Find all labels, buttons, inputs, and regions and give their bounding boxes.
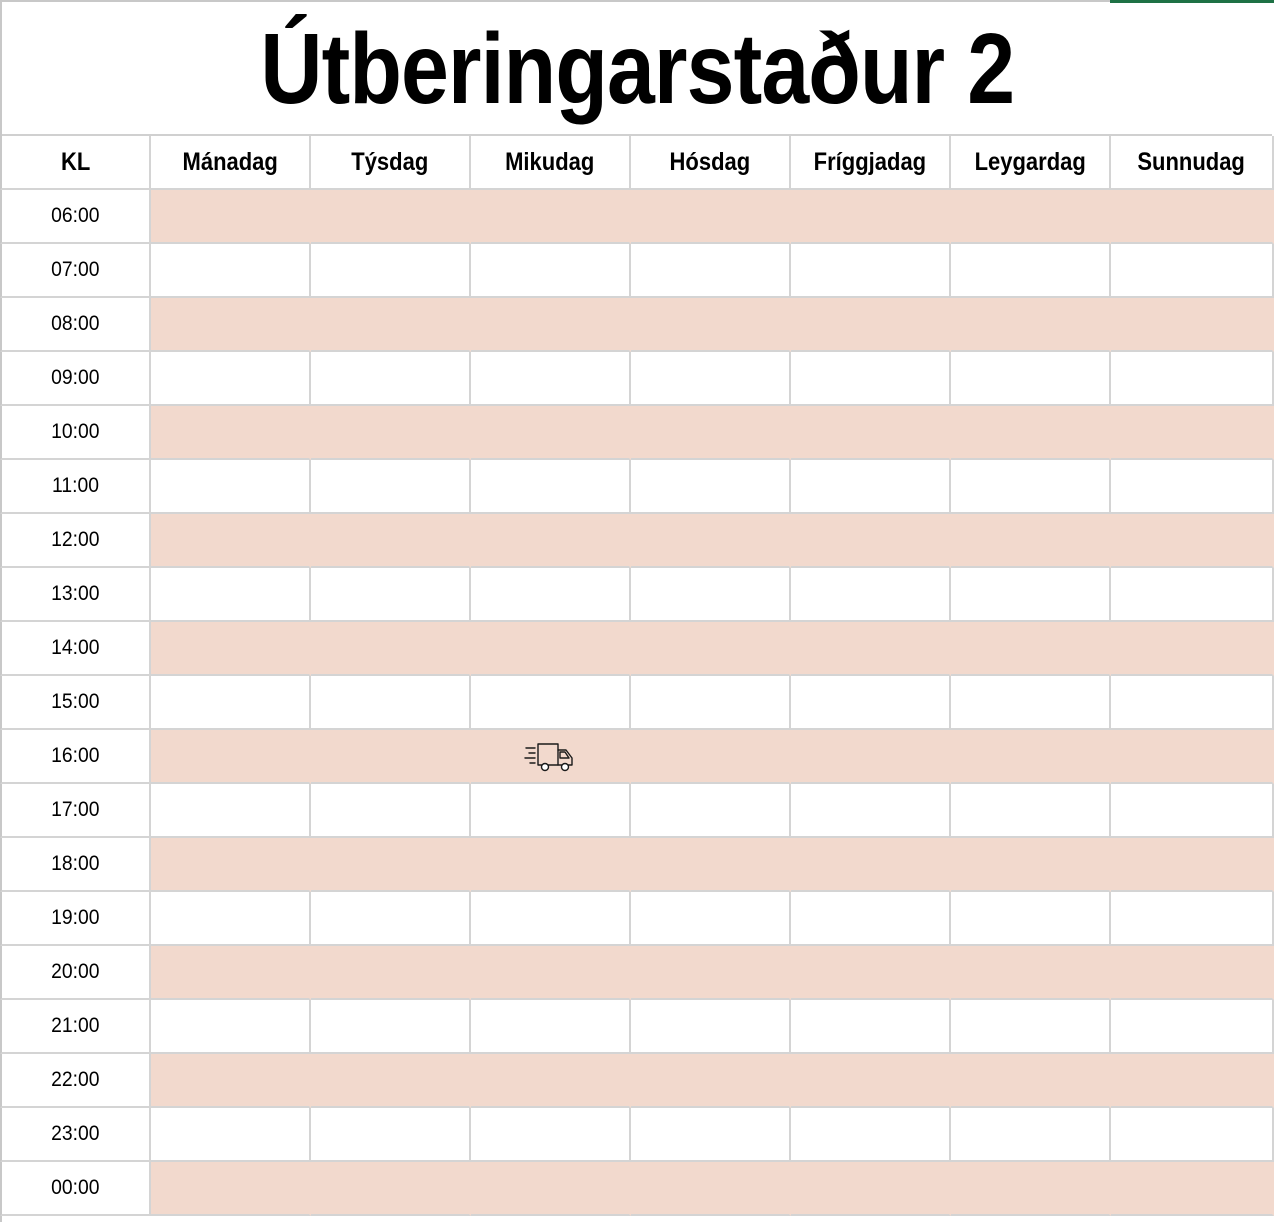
- schedule-cell[interactable]: [151, 892, 311, 946]
- schedule-grid: [0, 136, 1274, 1216]
- time-label: 06:00: [51, 204, 100, 227]
- time-label: 17:00: [51, 798, 100, 821]
- schedule-cell[interactable]: [471, 298, 631, 352]
- schedule-cell[interactable]: [311, 622, 471, 676]
- schedule-cell[interactable]: [471, 838, 631, 892]
- header-cell-day[interactable]: [1111, 136, 1274, 190]
- schedule-cell[interactable]: [471, 190, 631, 244]
- time-cell[interactable]: [0, 676, 151, 730]
- schedule-cell[interactable]: [151, 622, 311, 676]
- time-label: 11:00: [52, 474, 99, 497]
- schedule-cell[interactable]: [631, 892, 791, 946]
- schedule-cell[interactable]: [151, 946, 311, 1000]
- time-cell[interactable]: [0, 784, 151, 838]
- schedule-cell[interactable]: [1111, 190, 1274, 244]
- schedule-cell[interactable]: [631, 460, 791, 514]
- schedule-cell[interactable]: [1111, 1162, 1274, 1216]
- schedule-cell[interactable]: [1111, 622, 1274, 676]
- schedule-cell[interactable]: [951, 1162, 1111, 1216]
- schedule-cell[interactable]: [311, 784, 471, 838]
- schedule-cell[interactable]: [471, 730, 631, 784]
- schedule-cell[interactable]: [951, 244, 1111, 298]
- page-title: Útberingarstaður 2: [260, 13, 1014, 125]
- header-cell-day[interactable]: [631, 136, 791, 190]
- schedule-cell[interactable]: [791, 568, 951, 622]
- schedule-cell[interactable]: [951, 568, 1111, 622]
- time-cell[interactable]: [0, 352, 151, 406]
- header-label-day: Fríggjadag: [813, 147, 927, 176]
- schedule-cell[interactable]: [471, 1000, 631, 1054]
- schedule-cell[interactable]: [951, 892, 1111, 946]
- time-label: 19:00: [51, 906, 100, 929]
- schedule-cell[interactable]: [631, 568, 791, 622]
- schedule-cell[interactable]: [311, 946, 471, 1000]
- schedule-cell[interactable]: [951, 676, 1111, 730]
- schedule-cell[interactable]: [1111, 406, 1274, 460]
- schedule-cell[interactable]: [311, 892, 471, 946]
- time-label: 18:00: [51, 852, 100, 875]
- delivery-truck-icon: [524, 738, 576, 774]
- schedule-cell[interactable]: [951, 190, 1111, 244]
- schedule-cell[interactable]: [631, 730, 791, 784]
- schedule-cell[interactable]: [151, 730, 311, 784]
- time-cell[interactable]: [0, 514, 151, 568]
- schedule-cell[interactable]: [631, 1108, 791, 1162]
- schedule-cell[interactable]: [311, 244, 471, 298]
- time-label: 13:00: [51, 582, 100, 605]
- schedule-cell[interactable]: [1111, 730, 1274, 784]
- schedule-cell[interactable]: [151, 1108, 311, 1162]
- time-cell[interactable]: [0, 406, 151, 460]
- time-cell[interactable]: [0, 838, 151, 892]
- time-label: 10:00: [51, 420, 100, 443]
- title-cell[interactable]: [2, 2, 1272, 136]
- schedule-cell[interactable]: [311, 676, 471, 730]
- schedule-cell[interactable]: [631, 190, 791, 244]
- time-cell[interactable]: [0, 1162, 151, 1216]
- schedule-cell[interactable]: [951, 838, 1111, 892]
- time-label: 12:00: [51, 528, 100, 551]
- schedule-cell[interactable]: [151, 298, 311, 352]
- schedule-cell[interactable]: [1111, 676, 1274, 730]
- schedule-cell[interactable]: [151, 1054, 311, 1108]
- schedule-cell[interactable]: [151, 1000, 311, 1054]
- schedule-cell[interactable]: [311, 352, 471, 406]
- time-cell[interactable]: [0, 1108, 151, 1162]
- schedule-cell[interactable]: [791, 946, 951, 1000]
- schedule-cell[interactable]: [311, 406, 471, 460]
- schedule-cell[interactable]: [631, 1162, 791, 1216]
- schedule-cell[interactable]: [791, 1054, 951, 1108]
- schedule-cell[interactable]: [791, 1162, 951, 1216]
- schedule-cell[interactable]: [631, 406, 791, 460]
- schedule-cell[interactable]: [791, 676, 951, 730]
- schedule-cell[interactable]: [151, 460, 311, 514]
- schedule-cell[interactable]: [471, 406, 631, 460]
- schedule-cell[interactable]: [311, 1162, 471, 1216]
- time-cell[interactable]: [0, 1000, 151, 1054]
- schedule-cell[interactable]: [631, 946, 791, 1000]
- schedule-cell[interactable]: [151, 1162, 311, 1216]
- schedule-cell[interactable]: [631, 514, 791, 568]
- schedule-cell[interactable]: [151, 784, 311, 838]
- schedule-cell[interactable]: [791, 730, 951, 784]
- time-cell[interactable]: [0, 946, 151, 1000]
- schedule-cell[interactable]: [311, 298, 471, 352]
- time-label: 16:00: [51, 744, 100, 767]
- header-cell-day[interactable]: [471, 136, 631, 190]
- schedule-cell[interactable]: [951, 622, 1111, 676]
- time-label: 23:00: [51, 1122, 100, 1145]
- schedule-cell[interactable]: [471, 1162, 631, 1216]
- schedule-cell[interactable]: [631, 838, 791, 892]
- schedule-cell[interactable]: [631, 1054, 791, 1108]
- schedule-cell[interactable]: [951, 460, 1111, 514]
- schedule-cell[interactable]: [311, 1108, 471, 1162]
- schedule-cell[interactable]: [791, 1108, 951, 1162]
- header-cell-day[interactable]: [791, 136, 951, 190]
- schedule-cell[interactable]: [791, 1000, 951, 1054]
- schedule-cell[interactable]: [151, 676, 311, 730]
- schedule-cell[interactable]: [1111, 244, 1274, 298]
- header-label-day: Týsdag: [351, 147, 429, 176]
- time-cell[interactable]: [0, 730, 151, 784]
- time-cell[interactable]: [0, 568, 151, 622]
- header-label-time: KL: [60, 147, 91, 176]
- schedule-cell[interactable]: [951, 1054, 1111, 1108]
- schedule-cell[interactable]: [791, 784, 951, 838]
- schedule-cell[interactable]: [151, 838, 311, 892]
- schedule-cell[interactable]: [951, 730, 1111, 784]
- time-label: 20:00: [51, 960, 100, 983]
- schedule-cell[interactable]: [951, 298, 1111, 352]
- schedule-cell[interactable]: [631, 1000, 791, 1054]
- header-label-day: Mánadag: [182, 147, 278, 176]
- schedule-cell[interactable]: [1111, 946, 1274, 1000]
- schedule-cell[interactable]: [471, 892, 631, 946]
- time-cell[interactable]: [0, 190, 151, 244]
- schedule-cell[interactable]: [791, 838, 951, 892]
- time-label: 09:00: [51, 366, 100, 389]
- schedule-cell[interactable]: [1111, 298, 1274, 352]
- schedule-cell[interactable]: [471, 1054, 631, 1108]
- schedule-cell[interactable]: [631, 622, 791, 676]
- schedule-cell[interactable]: [151, 352, 311, 406]
- schedule-cell[interactable]: [1111, 352, 1274, 406]
- schedule-cell[interactable]: [791, 460, 951, 514]
- schedule-cell[interactable]: [791, 190, 951, 244]
- schedule-cell[interactable]: [951, 946, 1111, 1000]
- time-label: 07:00: [51, 258, 100, 281]
- schedule-cell[interactable]: [1111, 568, 1274, 622]
- schedule-cell[interactable]: [151, 190, 311, 244]
- schedule-cell[interactable]: [951, 514, 1111, 568]
- schedule-cell[interactable]: [471, 514, 631, 568]
- schedule-cell[interactable]: [151, 514, 311, 568]
- schedule-cell[interactable]: [1111, 460, 1274, 514]
- header-cell-day[interactable]: [951, 136, 1111, 190]
- schedule-cell[interactable]: [791, 352, 951, 406]
- schedule-cell[interactable]: [311, 190, 471, 244]
- header-cell-day[interactable]: [311, 136, 471, 190]
- schedule-cell[interactable]: [631, 244, 791, 298]
- time-label: 22:00: [51, 1068, 100, 1091]
- schedule-cell[interactable]: [471, 1108, 631, 1162]
- header-label-day: Hósdag: [669, 147, 751, 176]
- schedule-cell[interactable]: [471, 622, 631, 676]
- schedule-cell[interactable]: [951, 1000, 1111, 1054]
- schedule-cell[interactable]: [1111, 1108, 1274, 1162]
- schedule-cell[interactable]: [951, 406, 1111, 460]
- schedule-cell[interactable]: [311, 568, 471, 622]
- time-cell[interactable]: [0, 892, 151, 946]
- schedule-cell[interactable]: [151, 568, 311, 622]
- schedule-cell[interactable]: [631, 784, 791, 838]
- schedule-cell[interactable]: [151, 244, 311, 298]
- time-cell[interactable]: [0, 460, 151, 514]
- schedule-cell[interactable]: [1111, 784, 1274, 838]
- schedule-cell[interactable]: [791, 244, 951, 298]
- schedule-cell[interactable]: [471, 244, 631, 298]
- header-label-day: Mikudag: [505, 147, 595, 176]
- schedule-cell[interactable]: [471, 676, 631, 730]
- time-label: 14:00: [51, 636, 100, 659]
- header-label-day: Sunnudag: [1137, 147, 1246, 176]
- schedule-cell[interactable]: [471, 784, 631, 838]
- schedule-cell[interactable]: [951, 352, 1111, 406]
- schedule-cell[interactable]: [311, 838, 471, 892]
- header-cell-day[interactable]: [151, 136, 311, 190]
- schedule-cell[interactable]: [631, 298, 791, 352]
- time-cell[interactable]: [0, 622, 151, 676]
- schedule-cell[interactable]: [471, 460, 631, 514]
- schedule-cell[interactable]: [311, 1054, 471, 1108]
- schedule-cell[interactable]: [791, 514, 951, 568]
- schedule-cell[interactable]: [791, 298, 951, 352]
- schedule-cell[interactable]: [471, 352, 631, 406]
- schedule-cell[interactable]: [471, 568, 631, 622]
- schedule-cell[interactable]: [631, 352, 791, 406]
- header-cell-time[interactable]: [0, 136, 151, 190]
- schedule-cell[interactable]: [1111, 1054, 1274, 1108]
- schedule-cell[interactable]: [311, 460, 471, 514]
- schedule-cell[interactable]: [951, 784, 1111, 838]
- time-label: 08:00: [51, 312, 100, 335]
- schedule-cell[interactable]: [1111, 1000, 1274, 1054]
- schedule-cell[interactable]: [311, 730, 471, 784]
- schedule-cell[interactable]: [311, 514, 471, 568]
- schedule-cell[interactable]: [311, 1000, 471, 1054]
- schedule-cell[interactable]: [471, 946, 631, 1000]
- time-cell[interactable]: [0, 298, 151, 352]
- schedule-cell[interactable]: [151, 406, 311, 460]
- time-cell[interactable]: [0, 244, 151, 298]
- time-cell[interactable]: [0, 1054, 151, 1108]
- schedule-cell[interactable]: [1111, 892, 1274, 946]
- schedule-cell[interactable]: [1111, 514, 1274, 568]
- schedule-cell[interactable]: [791, 892, 951, 946]
- schedule-cell[interactable]: [631, 676, 791, 730]
- schedule-cell[interactable]: [951, 1108, 1111, 1162]
- schedule-cell[interactable]: [791, 406, 951, 460]
- header-label-day: Leygardag: [974, 147, 1086, 176]
- time-label: 21:00: [51, 1014, 100, 1037]
- schedule-cell[interactable]: [1111, 838, 1274, 892]
- time-label: 00:00: [51, 1176, 100, 1199]
- time-label: 15:00: [51, 690, 100, 713]
- schedule-cell[interactable]: [791, 622, 951, 676]
